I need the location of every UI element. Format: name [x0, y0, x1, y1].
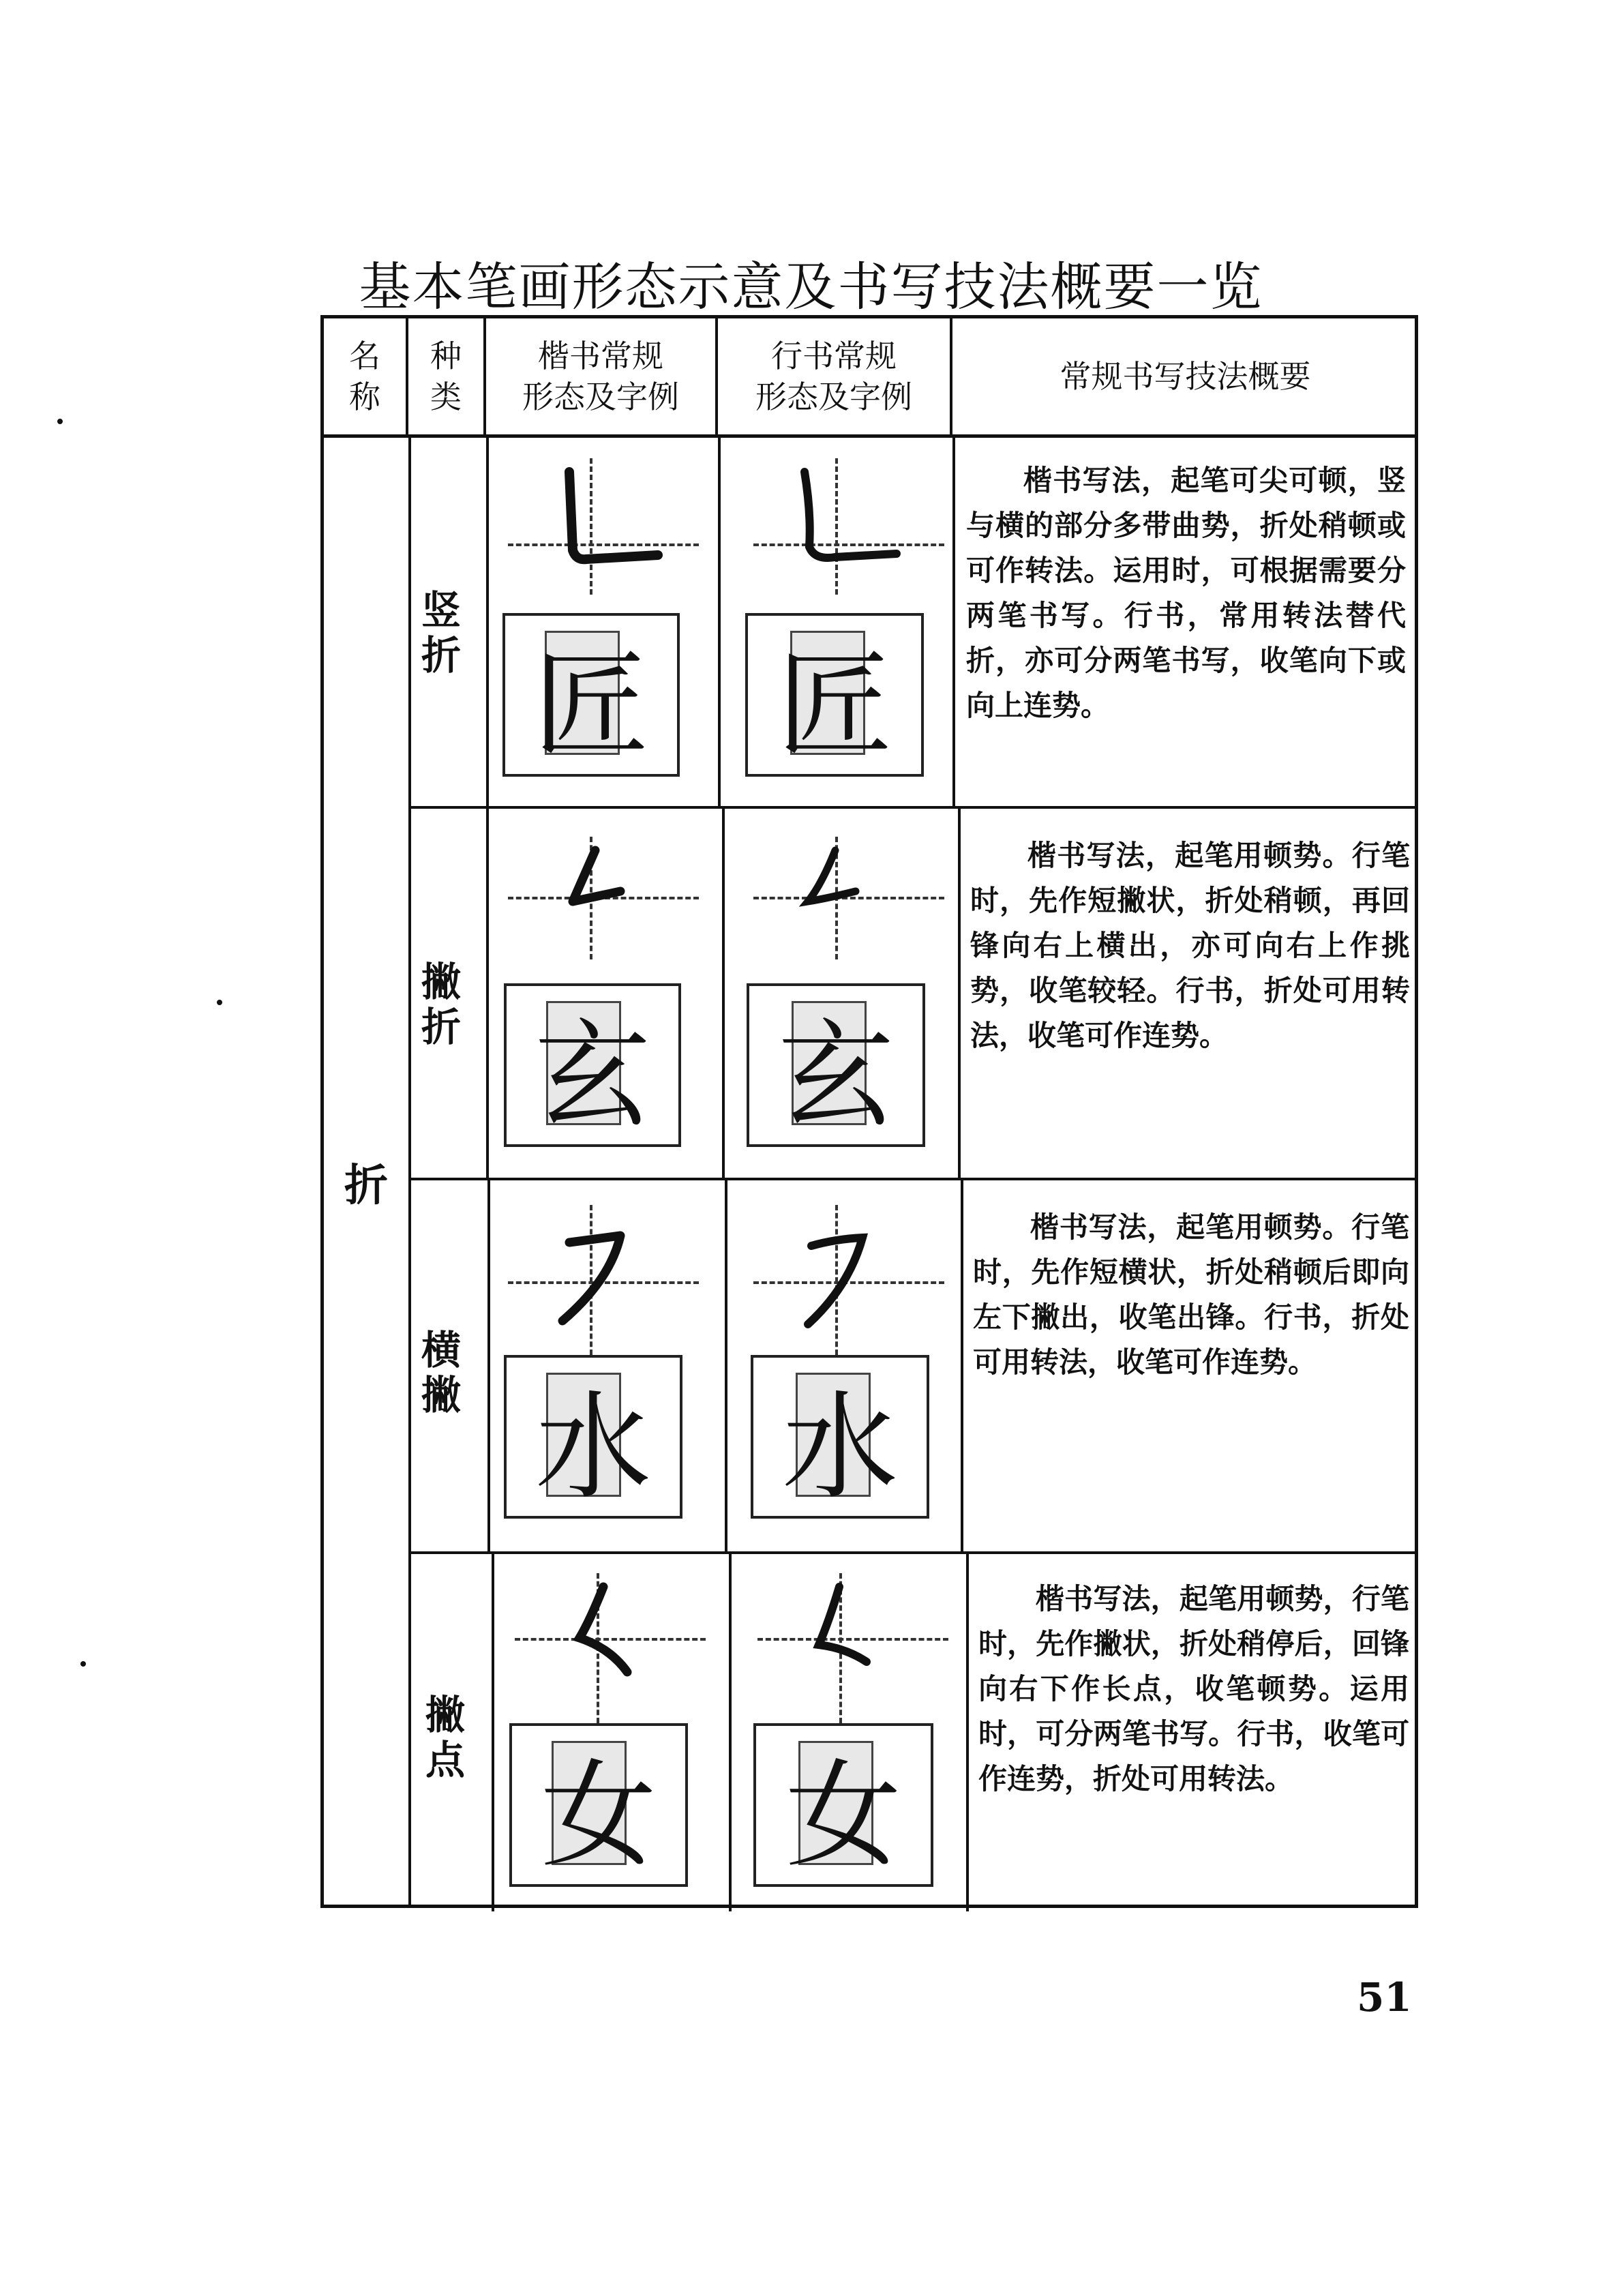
- col-line: [958, 806, 961, 1178]
- margin-dot: [57, 419, 63, 424]
- col-line: [729, 1551, 732, 1911]
- col-line: [718, 434, 721, 806]
- stroke-diagram-kaishu: [508, 458, 699, 595]
- col-line: [486, 434, 489, 806]
- technique-text: 楷书写法，起笔用顿势，行笔时，先作撇状，折处稍停后，回锋向右下作长点，收笔顿势。运用时，可分两笔书写。行书，收笔可作连势，折处可用转法。: [978, 1582, 1409, 1795]
- header-kind: 种 类: [408, 318, 486, 434]
- kind-label: 撇 点: [425, 1692, 465, 1783]
- header-kaishu: 楷书常规 形态及字例: [486, 318, 718, 434]
- row-divider: [408, 1178, 1415, 1180]
- stroke-table: [320, 315, 1418, 1908]
- example-box-xingshu: 匠: [745, 613, 924, 777]
- page-title: 基本笔画形态示意及书写技法概要一览: [359, 256, 1263, 317]
- col-line: [966, 1551, 969, 1911]
- technique-text: 楷书写法，起笔用顿势。行笔时，先作短横状，折处稍顿后即向左下撇出，收笔出锋。行书，折处可用转法，收笔可作连势。: [973, 1210, 1409, 1379]
- col-line: [486, 806, 489, 1178]
- stroke-diagram-xingshu: [753, 1205, 944, 1355]
- col-line: [952, 434, 955, 806]
- stroke-diagram-kaishu: [515, 1573, 706, 1723]
- stroke-diagram-kaishu: [508, 1205, 699, 1355]
- kind-label: 撇 折: [421, 959, 461, 1050]
- stroke-diagram-xingshu: [753, 837, 944, 959]
- page-number: 51: [1357, 1974, 1412, 2021]
- col-line: [725, 1178, 727, 1551]
- stroke-diagram-xingshu: [757, 1573, 948, 1723]
- example-box-kaishu: 匠: [502, 613, 680, 777]
- header-technique: 常规书写技法概要: [1060, 358, 1311, 395]
- col-line: [961, 1178, 963, 1551]
- stroke-diagram-xingshu: [753, 458, 944, 595]
- example-box-xingshu: 女: [753, 1723, 933, 1887]
- col-line: [722, 806, 725, 1178]
- col-line: [487, 1178, 490, 1551]
- col-line: [492, 1551, 494, 1911]
- kind-label: 竖 折: [421, 587, 461, 679]
- group-name: 折: [344, 1161, 388, 1211]
- technique-text: 楷书写法，起笔可尖可顿，竖与横的部分多带曲势，折处稍顿或可作转法。运用时，可根据需要分两笔书写。行书，常用转法替代折，亦可分两笔书写，收笔向下或向上连势。: [966, 464, 1406, 722]
- kind-label: 横 撇: [421, 1327, 461, 1418]
- margin-dot: [217, 1000, 222, 1005]
- header-xingshu: 行书常规 形态及字例: [718, 318, 952, 434]
- col-line: [408, 434, 411, 1905]
- header-name: 名 称: [324, 318, 408, 434]
- technique-text: 楷书写法，起笔用顿势。行笔时，先作短撇状，折处稍顿，再回锋向右上横出，亦可向右上作挑势，收笔较轻。行书，折处可用转法，收笔可作连势。: [970, 839, 1410, 1052]
- stroke-diagram-kaishu: [508, 837, 699, 959]
- example-box-xingshu: 水: [751, 1355, 929, 1519]
- example-box-kaishu: 水: [504, 1355, 682, 1519]
- margin-dot: [80, 1661, 86, 1667]
- row-divider: [408, 1551, 1415, 1554]
- example-box-kaishu: 玄: [504, 983, 681, 1147]
- example-box-xingshu: 玄: [747, 983, 925, 1147]
- row-divider: [408, 806, 1415, 809]
- example-box-kaishu: 女: [509, 1723, 688, 1887]
